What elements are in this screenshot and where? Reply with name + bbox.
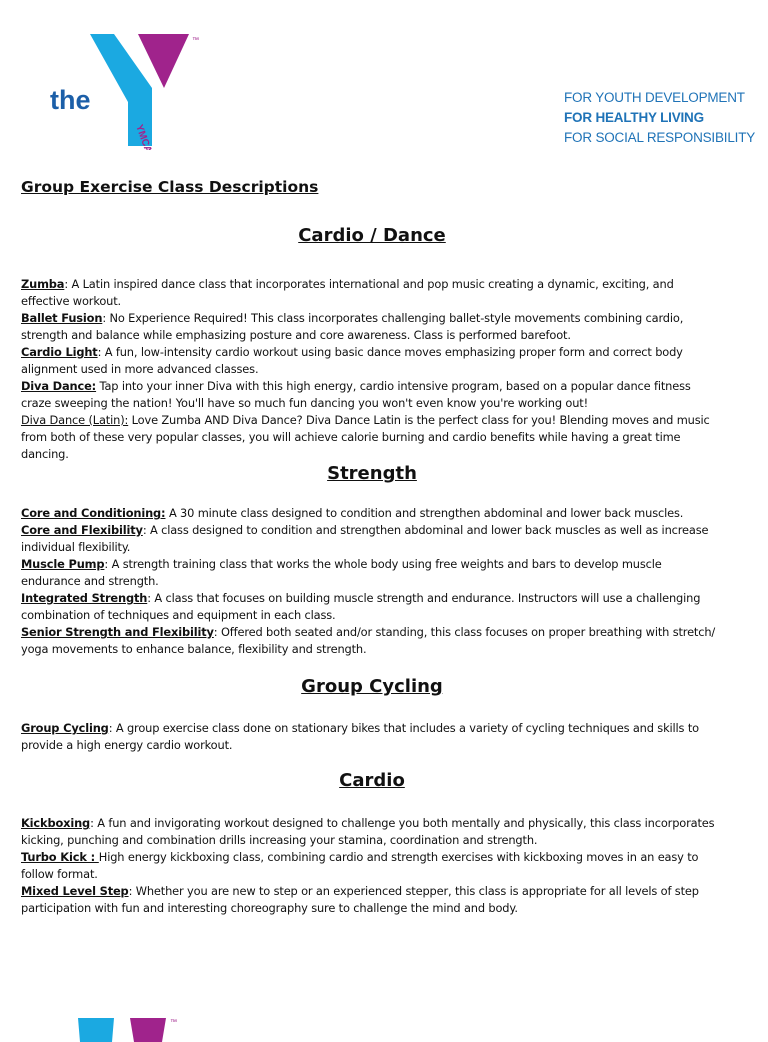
class-entry	[21, 412, 721, 463]
class-entry	[21, 849, 721, 883]
page-title: Group Exercise Class Descriptions	[21, 178, 319, 196]
class-entry: Ballet Fusion: No Experience Required! This class incorporates challenging ballet-style movements combining cardio, strength and balance while emphasizing posture and core awareness. Class is performed barefoot.	[21, 311, 684, 342]
logo-the-text: the	[50, 85, 91, 115]
tagline-social: FOR SOCIAL RESPONSIBILITY	[564, 130, 756, 145]
class-term: Muscle Pump	[21, 557, 105, 571]
tagline	[564, 88, 755, 148]
ymca-logo	[48, 30, 208, 150]
class-entry: Core and Flexibility: A class designed to condition and strengthen abdominal and lower back muscles as well as increase individual flexibility.	[21, 523, 709, 554]
class-description: A 30 minute class designed to condition and strengthen abdominal and lower back muscles.	[165, 506, 684, 520]
class-term: Senior Strength and Flexibility	[21, 625, 214, 639]
tagline-healthy: FOR HEALTHY LIVING	[564, 110, 704, 125]
class-description: High energy kickboxing class, combining cardio and strength exercises with kickboxing moves in an easy to follow format.	[21, 850, 699, 881]
class-description: Tap into your inner Diva with this high energy, cardio intensive program, based on a popular dance fitness craze sweeping the nation! You'll have so much fun dancing you won't even know you're working out!	[21, 379, 691, 410]
class-term: Mixed Level Step	[21, 884, 129, 898]
class-entry: Muscle Pump: A strength training class that works the whole body using free weights and bars to develop muscle endurance and strength.	[21, 557, 662, 588]
class-term: Cardio Light	[21, 345, 98, 359]
section-group-cycling	[21, 720, 721, 754]
class-entry: Integrated Strength: A class that focuses on building muscle strength and endurance. Instructors will use a challenging combination of techniques and equipment in each class.	[21, 591, 701, 622]
class-description: A strength training class that works the whole body using free weights and bars to develop muscle endurance and strength.	[21, 557, 662, 588]
class-description: A Latin inspired dance class that incorporates international and pop music creating a dynamic, exciting, and effective workout.	[21, 277, 674, 308]
ymca-logo-bottom	[48, 1012, 208, 1042]
class-entry: Mixed Level Step: Whether you are new to step or an experienced stepper, this class is appropriate for all levels of step participation with fun and interesting choreography sure to challenge the mind and body.	[21, 884, 699, 915]
class-description: A class that focuses on building muscle strength and endurance. Instructors will use a challenging combination of techniques and equipment in each class.	[21, 591, 701, 622]
class-description: A class designed to condition and strengthen abdominal and lower back muscles as well as increase individual flexibility.	[21, 523, 709, 554]
section-heading-cardio-dance: Cardio / Dance	[298, 225, 446, 246]
class-entry: Cardio Light: A fun, low-intensity cardio workout using basic dance moves emphasizing proper form and correct body alignment used in more advanced classes.	[21, 345, 683, 376]
logo-ymca-text: YMCA	[133, 123, 154, 150]
section-heading-group-cycling: Group Cycling	[301, 676, 443, 697]
class-term: Group Cycling	[21, 721, 109, 735]
class-term: Zumba	[21, 277, 65, 291]
svg-text:™: ™	[170, 1019, 177, 1026]
class-entry: Group Cycling: A group exercise class done on stationary bikes that includes a variety of cycling techniques and skills to provide a high energy cardio workout.	[21, 721, 699, 752]
class-term: Diva Dance:	[21, 379, 97, 393]
section-strength	[21, 505, 721, 658]
class-entry: Zumba: A Latin inspired dance class that incorporates international and pop music creating a dynamic, exciting, and effective workout.	[21, 277, 674, 308]
class-entry: Kickboxing: A fun and invigorating workout designed to challenge you both mentally and physically, this class incorporates kicking, punching and combination drills increasing your stamina, coordination and strength.	[21, 816, 715, 847]
class-entry: Senior Strength and Flexibility: Offered both seated and/or standing, this class focuses on proper breathing with stretch/ yoga movements to enhance balance, flexibility and strength.	[21, 625, 716, 656]
class-term: Kickboxing	[21, 816, 91, 830]
class-description: Love Zumba AND Diva Dance? Diva Dance Latin is the perfect class for you! Blending moves and music from both of these very popular classes, you will achieve calorie burning and cardio benefits while having a great time dancing.	[21, 413, 710, 461]
class-description: A fun and invigorating workout designed to challenge you both mentally and physically, this class incorporates kicking, punching and combination drills increasing your stamina, coordination and strength.	[21, 816, 715, 847]
class-term: Core and Conditioning:	[21, 506, 166, 520]
class-description: Whether you are new to step or an experienced stepper, this class is appropriate for all levels of step participation with fun and interesting choreography sure to challenge the mind and body.	[21, 884, 699, 915]
class-term: Core and Flexibility	[21, 523, 143, 537]
class-description: Offered both seated and/or standing, this class focuses on proper breathing with stretch/ yoga movements to enhance balance, flexibility and strength.	[21, 625, 716, 656]
class-description: A group exercise class done on stationary bikes that includes a variety of cycling techniques and skills to provide a high energy cardio workout.	[21, 721, 699, 752]
class-description: A fun, low-intensity cardio workout using basic dance moves emphasizing proper form and correct body alignment used in more advanced classes.	[21, 345, 683, 376]
class-term: Ballet Fusion	[21, 311, 103, 325]
class-entry	[21, 378, 721, 412]
section-cardio-dance	[21, 276, 721, 463]
tagline-youth: FOR YOUTH DEVELOPMENT	[564, 90, 745, 105]
class-entry	[21, 505, 721, 522]
class-term: Diva Dance (Latin):	[21, 413, 129, 427]
section-heading-strength: Strength	[327, 463, 417, 484]
class-description: No Experience Required! This class incorporates challenging ballet-style movements combining cardio, strength and balance while emphasizing posture and core awareness. Class is performed barefoot.	[21, 311, 684, 342]
section-cardio	[21, 815, 721, 917]
svg-text:™: ™	[192, 37, 199, 44]
section-heading-cardio: Cardio	[339, 770, 405, 791]
class-term: Turbo Kick :	[21, 850, 99, 864]
class-term: Integrated Strength	[21, 591, 148, 605]
